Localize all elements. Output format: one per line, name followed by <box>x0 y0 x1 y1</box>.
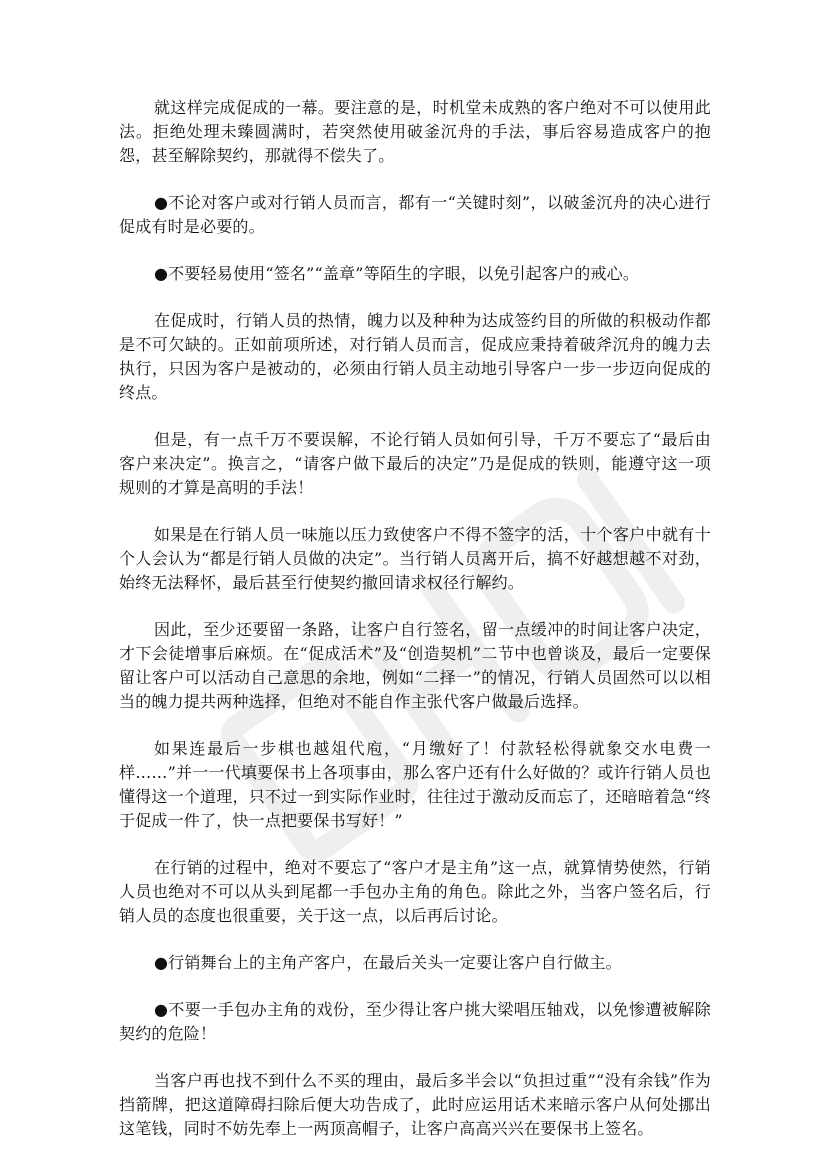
bullet-paragraph: ●不论对客户或对行销人员而言，都有一“关键时刻”，以破釜沉舟的决心进行促成有时是必要的。 <box>119 193 711 236</box>
paragraph: 但是，有一点千万不要误解，不论行销人员如何引导，千万不要忘了“最后由客户来决定”。换言之，“请客户做下最后的决定”乃是促成的铁则，能遵守这一项规则的才算是高明的手法！ <box>119 430 711 497</box>
paragraph: 因此，至少还要留一条路，让客户自行签名，留一点缓冲的时间让客户决定，才下会徒增事后麻烦。在“促成活术”及“创造契机”二节中也曾谈及，最后一定要保留让客户可以活动自己意思的余地，例如“二择一”的情况，行销人员固然可以以相当的魄力提共两种选择，但绝对不能自作主张代客户做最后选择。 <box>119 620 711 711</box>
paragraph: 当客户再也找不到什么不买的理由，最后多半会以“负担过重”“没有余钱”作为挡箭牌，把这道障碍扫除后便大功告成了，此时应运用话术来暗示客户从何处挪出这笔钱，同时不妨先奉上一两顶高帽子，让客户高高兴兴在要保书上签名。 <box>119 1071 711 1138</box>
paragraph: 在行销的过程中，绝对不要忘了“客户才是主角”这一点，就算情势使然，行销人员也绝对不可以从头到尾都一手包办主角的角色。除此之外，当客户签名后，行销人员的态度也很重要，关于这一点，以后再后讨论。 <box>119 858 711 925</box>
paragraph: 在促成时，行销人员的热情，魄力以及种种为达成签约目的所做的积极动作都是不可欠缺的。正如前项所述，对行销人员而言，促成应秉持着破斧沉舟的魄力去执行，只因为客户是被动的，必须由行销人员主动地引导客户一步一步迈向促成的终点。 <box>119 311 711 402</box>
paragraph: 如果是在行销人员一味施以压力致使客户不得不签字的活，十个客户中就有十个人会认为“都是行销人员做的决定”。当行销人员离开后，搞不好越想越不对劲，始终无法释怀，最后甚至行使契约撤回请求权径行解约。 <box>119 525 711 592</box>
bullet-paragraph: ●不要轻易使用“签名”“盖章”等陌生的字眼，以免引起客户的戒心。 <box>154 264 640 283</box>
document-body <box>119 96 711 1164</box>
paragraph: 就这样完成促成的一幕。要注意的是，时机堂未成熟的客户绝对不可以使用此法。拒绝处理未臻圆满时，若突然使用破釜沉舟的手法，事后容易造成客户的抱怨，甚至解除契约，那就得不偿失了。 <box>119 98 711 165</box>
bullet-paragraph: ●不要一手包办主角的戏份，至少得让客户挑大梁唱压轴戏，以免惨遭被解除契约的危险！ <box>119 1000 711 1043</box>
bullet-paragraph: ●行销舞台上的主角产客户，在最后关头一定要让客户自行做主。 <box>154 953 622 972</box>
paragraph: 如果连最后一步棋也越俎代庖，“月缴好了！付款轻松得就象交水电费一样……”并一一代填要保书上各项事由，那么客户还有什么好做的？或许行销人员也懂得这一个道理，只不过一到实际作业时，往往过于激动反而忘了，还暗暗着急“终于促成一件了，快一点把要保书写好！” <box>119 739 711 830</box>
